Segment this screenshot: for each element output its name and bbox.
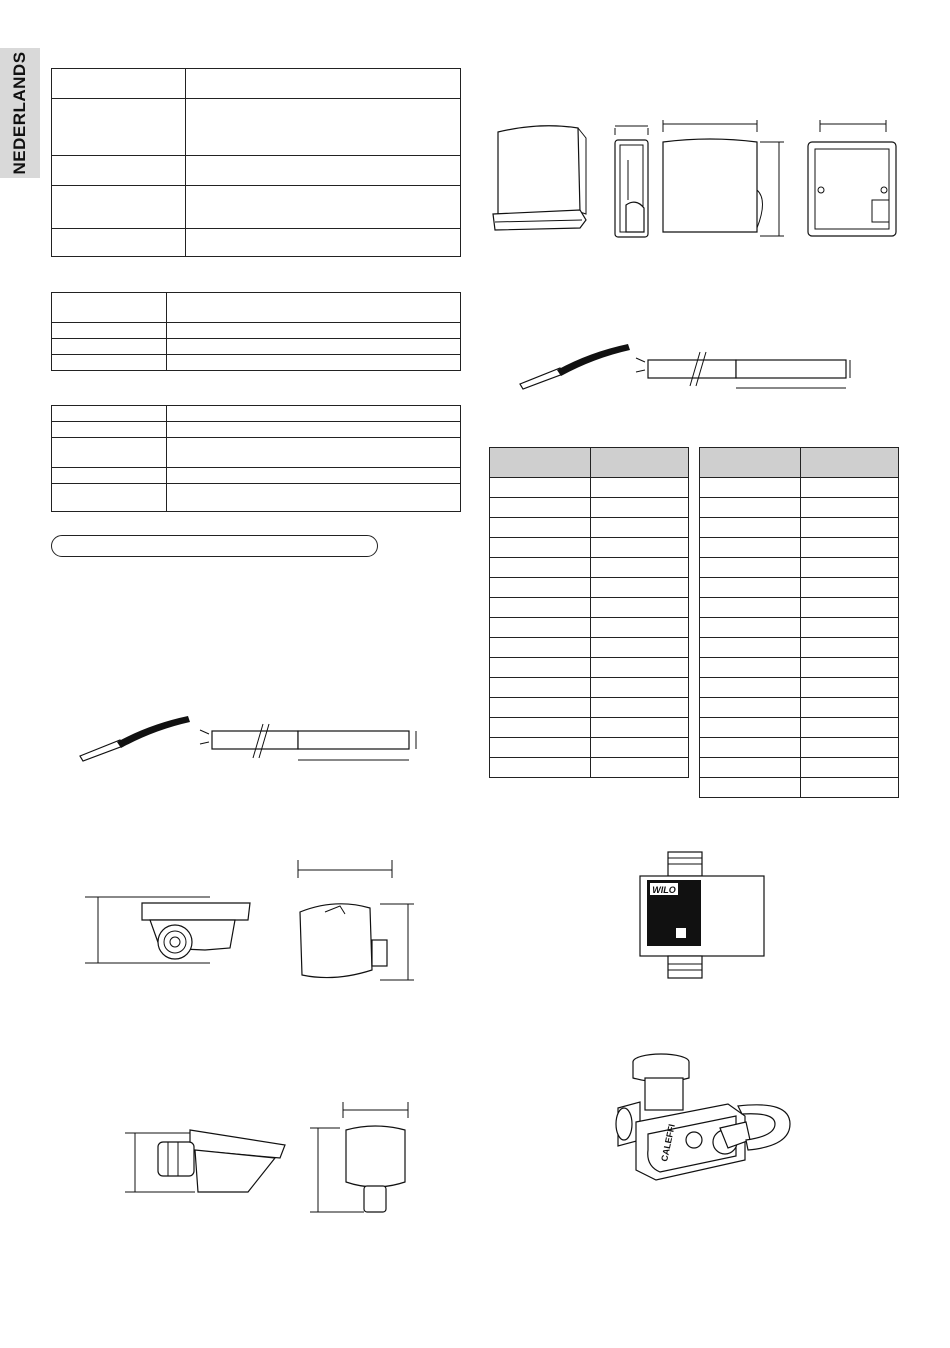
language-label: NEDERLANDS [10, 51, 29, 175]
wilo-logo-text: WILO [652, 885, 676, 895]
caleffi-logo-text: CALEFFI [659, 1123, 677, 1163]
